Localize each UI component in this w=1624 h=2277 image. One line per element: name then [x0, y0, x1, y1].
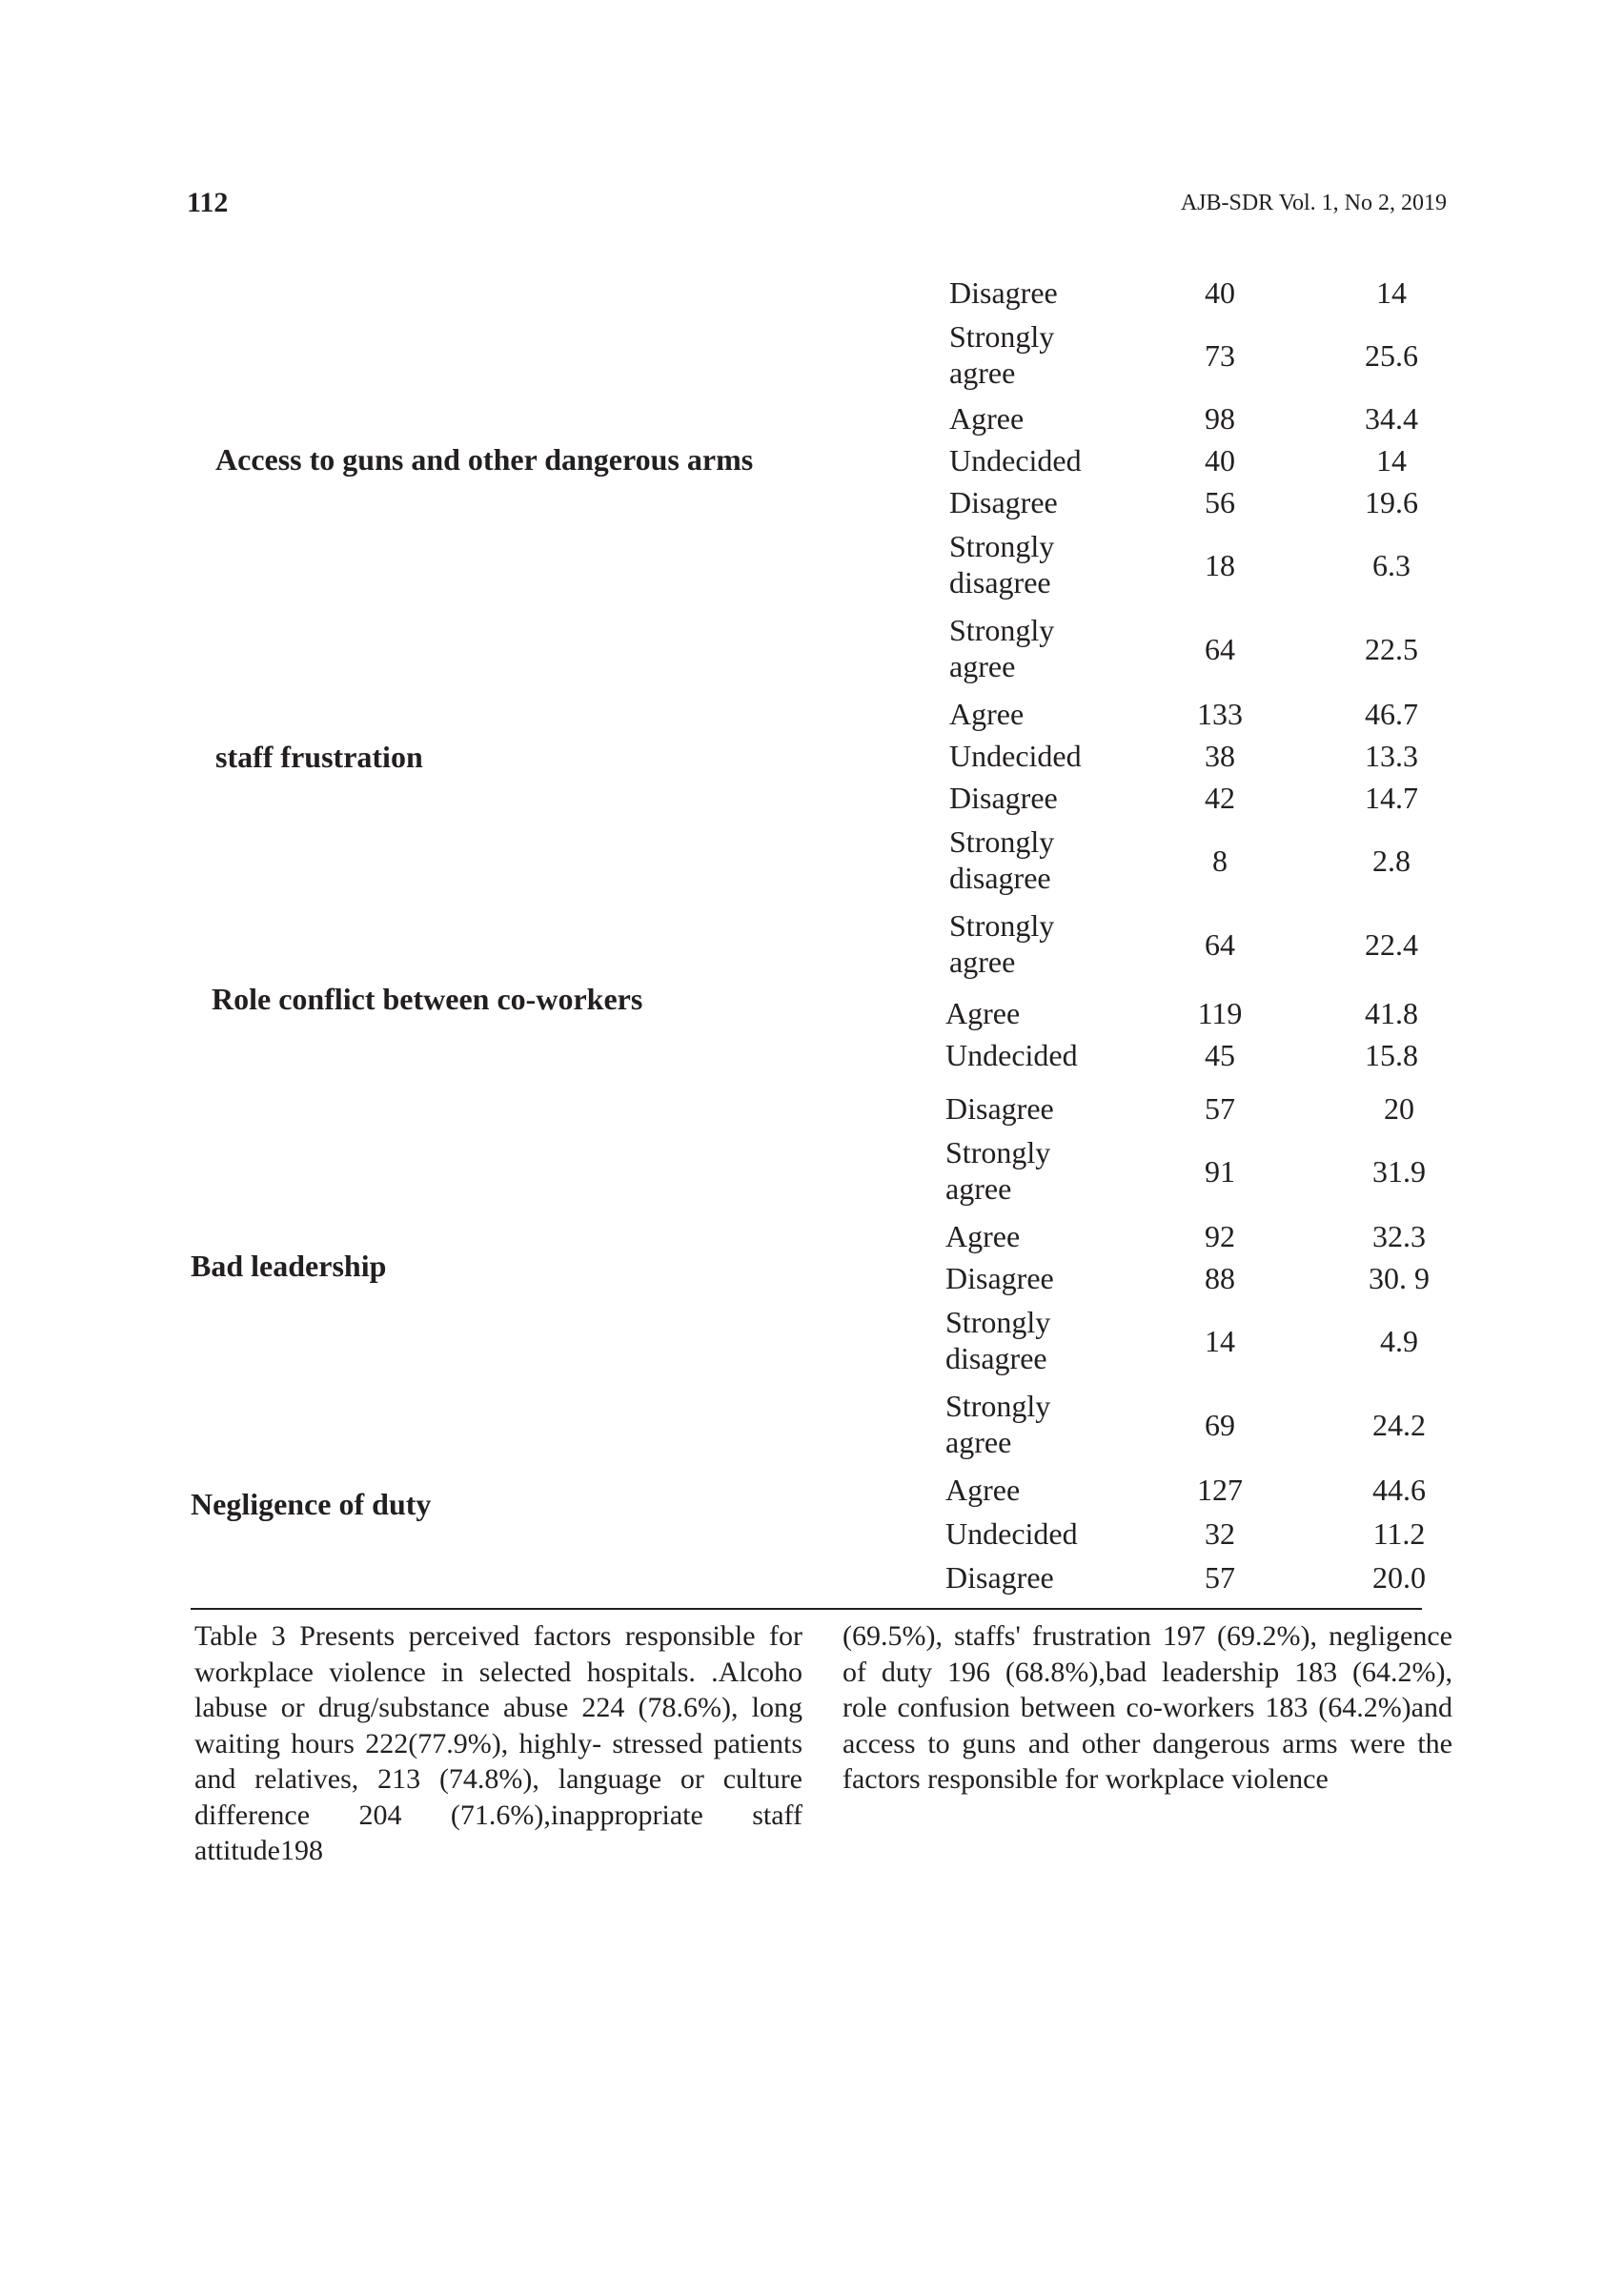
response-cell: Undecided [945, 1516, 1078, 1551]
count-cell: 56 [1205, 485, 1235, 519]
percent-cell: 34.4 [1365, 401, 1418, 436]
count-cell: 64 [1205, 632, 1235, 666]
percent-cell: 2.8 [1372, 844, 1411, 878]
response-cell: Strongly agree [949, 319, 1055, 390]
response-cell: Agree [945, 996, 1021, 1030]
count-cell: 45 [1205, 1038, 1235, 1072]
count-cell: 8 [1212, 844, 1228, 878]
count-cell: 42 [1205, 781, 1235, 815]
response-cell: Disagree [949, 275, 1058, 310]
factor-label: Role conflict between co-workers [212, 982, 643, 1016]
response-cell: Disagree [949, 781, 1058, 815]
percent-cell: 31.9 [1372, 1154, 1426, 1189]
response-cell: Agree [945, 1219, 1021, 1253]
count-cell: 18 [1205, 548, 1235, 582]
response-cell: Strongly agree [949, 613, 1055, 683]
percent-cell: 20.0 [1372, 1560, 1426, 1595]
percent-cell: 15.8 [1365, 1038, 1418, 1072]
percent-cell: 14.7 [1365, 781, 1418, 815]
count-cell: 127 [1197, 1473, 1243, 1507]
response-cell: Strongly disagree [949, 529, 1055, 600]
page-number: 112 [187, 187, 229, 218]
percent-cell: 13.3 [1365, 739, 1418, 773]
response-cell: Strongly agree [945, 1135, 1051, 1206]
count-cell: 119 [1197, 996, 1243, 1030]
percent-cell: 44.6 [1372, 1473, 1426, 1507]
body-paragraph-right: (69.5%), staffs' frustration 197 (69.2%), negligence of duty 196 (68.8%),bad leadership 183 (64.2%), role confusion between co-workers 183 (64.2%)and access to guns and other dangerous arms were the factors responsible for workplace violence [842, 1620, 1452, 1795]
response-cell: Disagree [945, 1091, 1054, 1126]
count-cell: 69 [1205, 1408, 1235, 1442]
count-cell: 92 [1205, 1219, 1235, 1253]
count-cell: 32 [1205, 1516, 1235, 1551]
response-cell: Strongly agree [945, 1389, 1051, 1459]
percent-cell: 46.7 [1365, 697, 1418, 731]
factor-label: Access to guns and other dangerous arms [215, 442, 754, 477]
response-cell: Strongly disagree [945, 1305, 1051, 1375]
percent-cell: 41.8 [1365, 996, 1418, 1030]
count-cell: 91 [1205, 1154, 1235, 1189]
journal-header: AJB-SDR Vol. 1, No 2, 2019 [1180, 191, 1447, 215]
response-cell: Agree [949, 697, 1025, 731]
count-cell: 133 [1197, 697, 1243, 731]
percent-cell: 24.2 [1372, 1408, 1426, 1442]
percent-cell: 22.4 [1365, 927, 1418, 962]
count-cell: 40 [1205, 443, 1235, 478]
table-bottom-rule [191, 1608, 1422, 1610]
count-cell: 57 [1205, 1091, 1235, 1126]
percent-cell: 20 [1384, 1091, 1414, 1126]
percent-cell: 32.3 [1372, 1219, 1426, 1253]
response-cell: Undecided [945, 1038, 1078, 1072]
percent-cell: 6.3 [1372, 548, 1411, 582]
percent-cell: 30. 9 [1369, 1261, 1430, 1295]
response-cell: Strongly disagree [949, 824, 1055, 895]
count-cell: 14 [1205, 1324, 1235, 1358]
percent-cell: 19.6 [1365, 485, 1418, 519]
percent-cell: 4.9 [1380, 1324, 1418, 1358]
percent-cell: 22.5 [1365, 632, 1418, 666]
factor-label: Negligence of duty [191, 1487, 432, 1521]
response-cell: Undecided [949, 739, 1082, 773]
response-cell: Agree [949, 401, 1025, 436]
response-cell: Strongly agree [949, 908, 1055, 979]
response-cell: Agree [945, 1473, 1021, 1507]
count-cell: 98 [1205, 401, 1235, 436]
response-cell: Disagree [949, 485, 1058, 519]
percent-cell: 25.6 [1365, 338, 1418, 373]
percent-cell: 14 [1376, 275, 1407, 310]
count-cell: 64 [1205, 927, 1235, 962]
percent-cell: 11.2 [1372, 1516, 1426, 1551]
response-cell: Disagree [945, 1261, 1054, 1295]
count-cell: 38 [1205, 739, 1235, 773]
count-cell: 40 [1205, 275, 1235, 310]
response-cell: Undecided [949, 443, 1082, 478]
count-cell: 88 [1205, 1261, 1235, 1295]
body-paragraph-left: Table 3 Presents perceived factors responsible for workplace violence in selected hospitals. .Alcoho labuse or drug/substance abuse 224 (78.6%), long waiting hours 222(77.9%), highly- stressed patients and relatives, 213 (74.8%), language or culture difference 204 (71.6%),inappropriate staff attitude198 [194, 1620, 802, 1866]
count-cell: 73 [1205, 338, 1235, 373]
percent-cell: 14 [1376, 443, 1407, 478]
factor-label: Bad leadership [191, 1249, 387, 1283]
response-cell: Disagree [945, 1560, 1054, 1595]
factor-label: staff frustration [215, 740, 423, 774]
count-cell: 57 [1205, 1560, 1235, 1595]
